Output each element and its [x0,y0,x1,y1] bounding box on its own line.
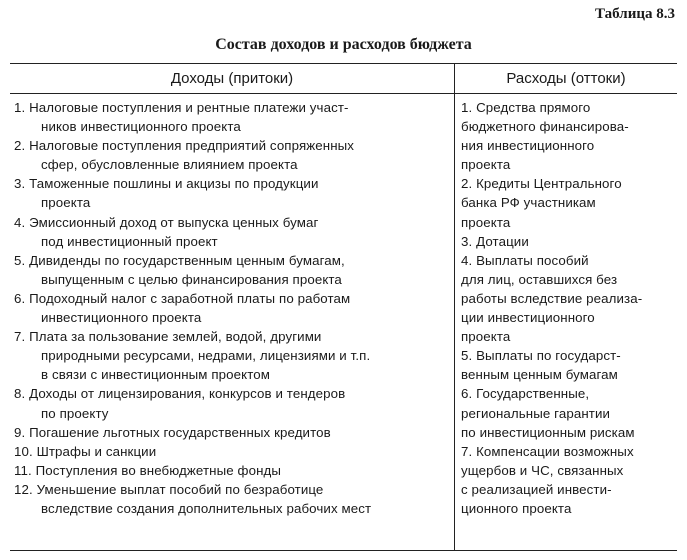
income-item [14,174,450,212]
income-item-line: по проекту [41,405,109,421]
expense-item-line: работы вследствие реализа- [461,290,643,306]
expenses-column-header: Расходы (оттоки) [506,70,626,87]
income-item-line: проекта [41,195,91,211]
income-item-line: в связи с инвестиционным проектом [41,367,270,383]
expense-item [461,174,675,231]
income-item-line: под инвестиционный проект [41,233,218,249]
income-item-line: сфер, обусловленные влиянием проекта [41,157,298,173]
income-item-line: 2. Налоговые поступления предприятий сопряженных [14,138,355,154]
header-bottom-rule [10,93,677,94]
income-item-line: 9. Погашение льготных государственных кредитов [14,424,331,440]
income-item [14,423,450,442]
table-title: Состав доходов и расходов бюджета [215,36,472,53]
table-number: Таблица 8.3 [595,6,675,22]
income-item [14,461,450,480]
expense-item-line: 7. Компенсации возможных [461,443,634,459]
expense-item-line: региональные гарантии [461,405,611,421]
income-item [14,384,450,422]
income-item-line: 6. Подоходный налог с заработной платы по работам [14,290,351,306]
expense-item-line: 6. Государственные, [461,386,590,402]
expense-item-line: 4. Выплаты пособий [461,252,589,268]
income-item [14,98,450,136]
income-item [14,442,450,461]
income-item [14,136,450,174]
expense-item-line: 3. Дотации [461,233,529,249]
income-item-line: выпущенным с целью финансирования проекта [41,271,342,287]
income-item [14,327,450,384]
expense-item-line: банка РФ участникам [461,195,596,211]
income-item-line: 4. Эмиссионный доход от выпуска ценных бумаг [14,214,319,230]
column-separator [454,63,455,550]
expense-item-line: 5. Выплаты по государст- [461,348,621,364]
expenses-list [461,98,675,518]
expense-item-line: ции инвестиционного [461,310,595,326]
income-item-line: инвестиционного проекта [41,310,202,326]
expense-item-line: с реализацией инвести- [461,481,612,497]
expense-item [461,346,675,384]
expense-item [461,251,675,346]
expense-item-line: проекта [461,214,511,230]
income-item-line: ников инвестиционного проекта [41,119,241,135]
expense-item [461,384,675,441]
income-item-line: 11. Поступления во внебюджетные фонды [14,462,282,478]
income-item-line: вследствие создания дополнительных рабочих мест [41,500,372,516]
expense-item-line: ущербов и ЧС, связанных [461,462,624,478]
income-item [14,289,450,327]
expense-item-line: ционного проекта [461,500,572,516]
income-item-line: природными ресурсами, недрами, лицензиями и т.п. [41,348,371,364]
expense-item [461,232,675,251]
income-item [14,480,450,518]
expense-item-line: для лиц, оставшихся без [461,271,618,287]
income-item-line: 7. Плата за пользование землей, водой, другими [14,329,322,345]
expense-item [461,98,675,174]
expense-item-line: по инвестиционным рискам [461,424,635,440]
income-item-line: 10. Штрафы и санкции [14,443,157,459]
expense-item-line: проекта [461,329,511,345]
table-top-rule [10,63,677,64]
expense-item-line: 1. Средства прямого [461,100,591,115]
expense-item-line: ния инвестиционного [461,138,595,154]
expense-item-line: проекта [461,157,511,173]
income-item-line: 3. Таможенные пошлины и акцизы по продукции [14,176,319,192]
income-list [14,98,450,518]
expense-item-line: венным ценным бумагам [461,367,618,383]
expense-item-line: бюджетного финансирова- [461,119,629,135]
income-item-line: 8. Доходы от лицензирования, конкурсов и тендеров [14,386,346,402]
expense-item-line: 2. Кредиты Центрального [461,176,622,192]
income-item-line: 1. Налоговые поступления и рентные платежи участ- [14,100,349,115]
expense-item [461,442,675,518]
table-bottom-rule [10,550,677,551]
income-item [14,213,450,251]
income-column-header: Доходы (притоки) [170,70,294,87]
income-item [14,251,450,289]
income-item-line: 5. Дивиденды по государственным ценным бумагам, [14,252,345,268]
income-item-line: 12. Уменьшение выплат пособий по безработице [14,481,324,497]
